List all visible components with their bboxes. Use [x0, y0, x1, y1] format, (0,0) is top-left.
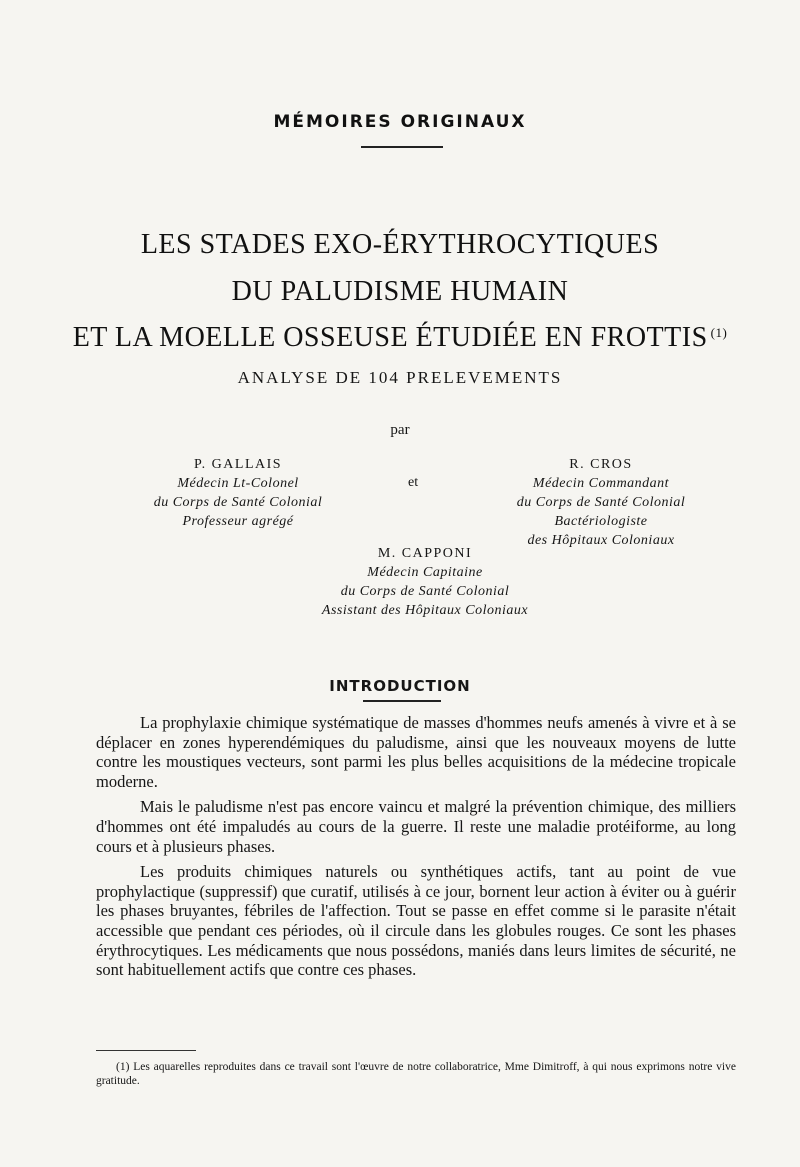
author-corps: du Corps de Santé Colonial: [340, 584, 510, 599]
introduction-body: [96, 713, 736, 986]
author-name: P. GALLAIS: [193, 457, 283, 472]
paragraph: Les produits chimiques naturels ou synthétiques actifs, tant au point de vue prophylactique (suppressif) que curatif, utilisés à ce jour, bornent leur action à éviter ou à guérir les phases bruyantes, fébriles de l'affection. Tout se passe en effet comme si le parasite n'était accessible que pendant ces périodes, où il circule dans les globules rouges. Ce sont les phases érythrocytiques. Les médicaments que nous possédons, maniés dans leurs limites de sécurité, ne sont habituellement actifs que contre ces phases.: [96, 862, 736, 980]
introduction-rule: [363, 700, 441, 702]
author-rank: Médecin Lt-Colonel: [177, 476, 299, 491]
conjunction: et: [408, 475, 419, 490]
author-gallais: [120, 455, 356, 531]
section-heading: MÉMOIRES ORIGINAUX: [273, 112, 527, 132]
author-rank: Médecin Capitaine: [367, 565, 483, 580]
by-line: par: [390, 422, 410, 438]
paragraph: La prophylaxie chimique systématique de masses d'hommes neufs amenés à vivre et à se déplacer en zones hyperendémiques du paludisme, ainsi que les nouveaux moyens de lutte contre les moustiques vecteurs, sont parmi les plus belles acquisitions de la médecine tropicale moderne.: [96, 713, 736, 791]
author-name: M. CAPPONI: [377, 546, 473, 561]
author-cros: [478, 455, 724, 550]
author-capponi: [300, 544, 550, 620]
author-corps: du Corps de Santé Colonial: [153, 495, 323, 510]
title-line-2: DU PALUDISME HUMAIN: [231, 276, 569, 307]
introduction-heading: INTRODUCTION: [329, 677, 471, 695]
footnote-reference: (1): [710, 325, 728, 340]
title-line-3: [0, 322, 800, 354]
author-title: Professeur agrégé: [182, 514, 294, 529]
title-line-1: LES STADES EXO-ÉRYTHROCYTIQUES: [140, 229, 660, 260]
subtitle: ANALYSE DE 104 PRELEVEMENTS: [237, 368, 563, 387]
author-affiliation: des Hôpitaux Coloniaux: [527, 533, 675, 548]
footnote: (1) Les aquarelles reproduites dans ce travail sont l'œuvre de notre collaboratrice, Mme Dimitroff, à qui nous exprimons notre vive gratitude.: [96, 1061, 736, 1087]
title-line-3-text: ET LA MOELLE OSSEUSE ÉTUDIÉE EN FROTTIS: [72, 322, 708, 353]
paragraph: Mais le paludisme n'est pas encore vaincu et malgré la prévention chimique, des milliers d'hommes ont été impaludés au cours de la guerre. Il reste une maladie protéiforme, au long cours et à plusieurs phases.: [96, 797, 736, 856]
author-title: Bactériologiste: [554, 514, 648, 529]
author-rank: Médecin Commandant: [532, 476, 670, 491]
heading-rule: [361, 146, 443, 148]
footnote-rule: [96, 1050, 196, 1051]
author-corps: du Corps de Santé Colonial: [516, 495, 686, 510]
author-name: R. CROS: [569, 457, 633, 472]
author-title: Assistant des Hôpitaux Coloniaux: [321, 603, 529, 618]
